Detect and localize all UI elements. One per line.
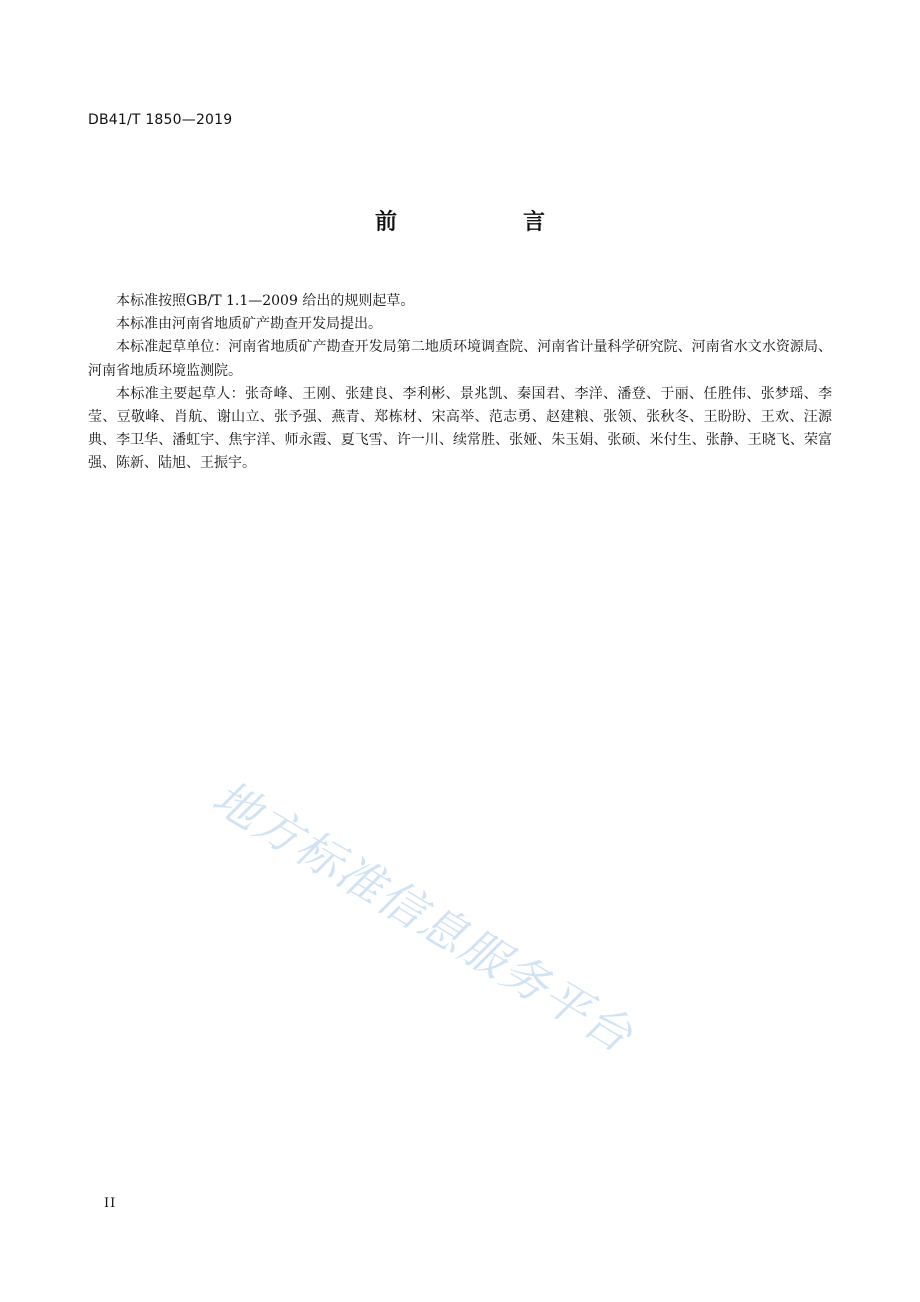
paragraph-drafters: 本标准主要起草人：张奇峰、王刚、张建良、李利彬、景兆凯、秦国君、李洋、潘登、于丽、任胜伟、张梦瑶、李莹、豆敬峰、肖航、谢山立、张予强、燕青、郑栋材、宋高举、范志勇、赵建粮、张领、张秋冬、王盼盼、王欢、汪源典、李卫华、潘虹宇、焦宇洋、师永霞、夏飞雪、许一川、续常胜、张娅、朱玉娟、张硕、米付生、张静、王晓飞、荣富强、陈新、陆旭、王振宇。 — [88, 385, 832, 472]
paragraph-proposer: 本标准由河南省地质矿产勘查开发局提出。 — [116, 316, 382, 333]
paragraph-drafting-rules: 本标准按照GB/T 1.1—2009 给出的规则起草。 — [116, 293, 415, 309]
page-title: 前 言 — [374, 210, 597, 235]
paragraph-drafting-units: 本标准起草单位：河南省地质矿产勘查开发局第二地质环境调查院、河南省计量科学研究院、河南省水文水资源局、河南省地质环境监测院。 — [88, 339, 832, 379]
page-number: II — [104, 1196, 117, 1211]
standard-code: DB41/T 1850—2019 — [88, 112, 233, 128]
foreword-body — [88, 290, 832, 476]
watermark: 地方标准信息服务平台 — [203, 769, 643, 1064]
